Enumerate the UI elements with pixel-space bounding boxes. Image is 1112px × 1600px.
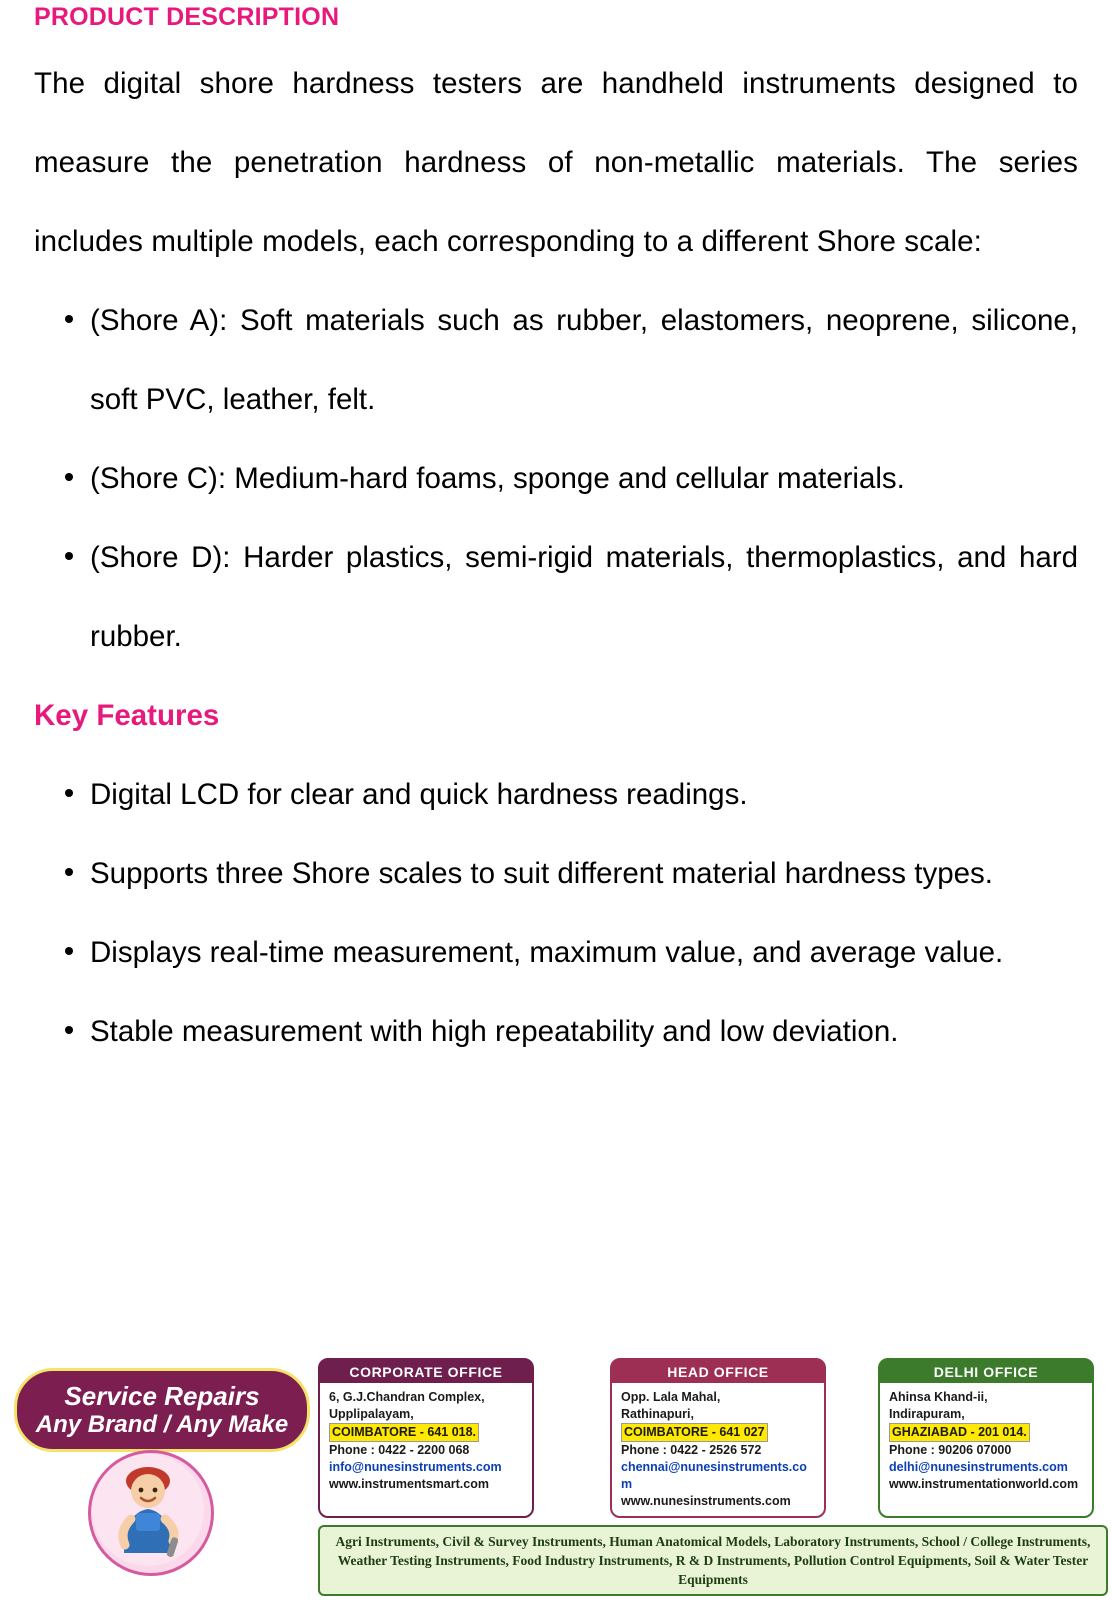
office-email[interactable]: chennai@nunesinstruments.com (621, 1460, 807, 1491)
office-card-head (610, 1358, 826, 1518)
office-card-title: CORPORATE OFFICE (320, 1360, 532, 1383)
office-card-title: HEAD OFFICE (612, 1360, 824, 1383)
bullet-dot-icon (65, 947, 73, 955)
list-item-text: Displays real-time measurement, maximum value, and average value. (90, 936, 1004, 969)
office-address-line1: 6, G.J.Chandran Complex, (329, 1390, 485, 1404)
office-address-line1: Opp. Lala Mahal, (621, 1390, 721, 1404)
shore-scale-list (34, 281, 1078, 676)
bullet-dot-icon (65, 473, 73, 481)
office-card-corporate (318, 1358, 534, 1518)
bullet-dot-icon (65, 315, 73, 323)
office-email[interactable]: info@nunesinstruments.com (329, 1460, 502, 1474)
list-item (34, 281, 1078, 439)
office-website[interactable]: www.nunesinstruments.com (621, 1494, 791, 1508)
office-card-title: DELHI OFFICE (880, 1360, 1092, 1383)
key-features-heading: Key Features (34, 699, 220, 732)
service-badge-line2: Any Brand / Any Make (35, 1411, 289, 1438)
office-city: GHAZIABAD - 201 014. (889, 1423, 1030, 1442)
list-item (34, 992, 1078, 1071)
key-features-list (34, 755, 1078, 1071)
office-address-line2: Upplipalayam, (329, 1407, 414, 1421)
list-item-text: Stable measurement with high repeatability and low deviation. (90, 1015, 899, 1048)
bullet-dot-icon (65, 552, 73, 560)
service-badge-line1: Service Repairs (64, 1381, 260, 1411)
mechanic-mascot-icon (88, 1450, 214, 1576)
list-item-text: Supports three Shore scales to suit different material hardness types. (90, 857, 993, 890)
office-city: COIMBATORE - 641 027 (621, 1423, 768, 1442)
office-phone: Phone : 0422 - 2526 572 (621, 1443, 762, 1457)
office-address-line1: Ahinsa Khand-ii, (889, 1390, 988, 1404)
service-repairs-badge (14, 1368, 310, 1452)
product-strip-line1: Agri Instruments, Civil & Survey Instruments, Human Anatomical Models, Laboratory Instruments, School / College Instruments, (335, 1534, 1091, 1549)
office-phone: Phone : 0422 - 2200 068 (329, 1443, 470, 1457)
intro-paragraph: The digital shore hardness testers are handheld instruments designed to measure the penetration hardness of non-metallic materials. The series includes multiple models, each corresponding to a different Shore scale: (34, 67, 1078, 258)
list-item (34, 439, 1078, 518)
list-item (34, 755, 1078, 834)
bullet-dot-icon (65, 868, 73, 876)
office-email[interactable]: delhi@nunesinstruments.com (889, 1460, 1068, 1474)
office-phone: Phone : 90206 07000 (889, 1443, 1012, 1457)
bullet-dot-icon (65, 789, 73, 797)
page-title: PRODUCT DESCRIPTION (34, 3, 340, 31)
list-item-text: (Shore C): Medium-hard foams, sponge and cellular materials. (90, 462, 905, 495)
list-item-text: (Shore D): Harder plastics, semi-rigid materials, thermoplastics, and hard rubber. (90, 541, 1078, 653)
office-website[interactable]: www.instrumentsmart.com (329, 1477, 489, 1491)
list-item-text: Digital LCD for clear and quick hardness readings. (90, 778, 748, 811)
office-card-delhi (878, 1358, 1094, 1518)
office-city: COIMBATORE - 641 018. (329, 1423, 479, 1442)
office-website[interactable]: www.instrumentationworld.com (889, 1477, 1079, 1491)
office-address-line2: Rathinapuri, (621, 1407, 694, 1421)
page-footer (0, 1350, 1112, 1600)
product-strip-line2: Weather Testing Instruments, Food Industry Instruments, R & D Instruments, Pollution Control Equipments, Soil & Water Tester Equipments (337, 1553, 1089, 1587)
office-address-line2: Indirapuram, (889, 1407, 965, 1421)
bullet-dot-icon (65, 1026, 73, 1034)
list-item (34, 913, 1078, 992)
list-item-text: (Shore A): Soft materials such as rubber, elastomers, neoprene, silicone, soft PVC, leather, felt. (90, 304, 1078, 416)
list-item (34, 518, 1078, 676)
product-categories-strip (318, 1525, 1108, 1596)
list-item (34, 834, 1078, 913)
